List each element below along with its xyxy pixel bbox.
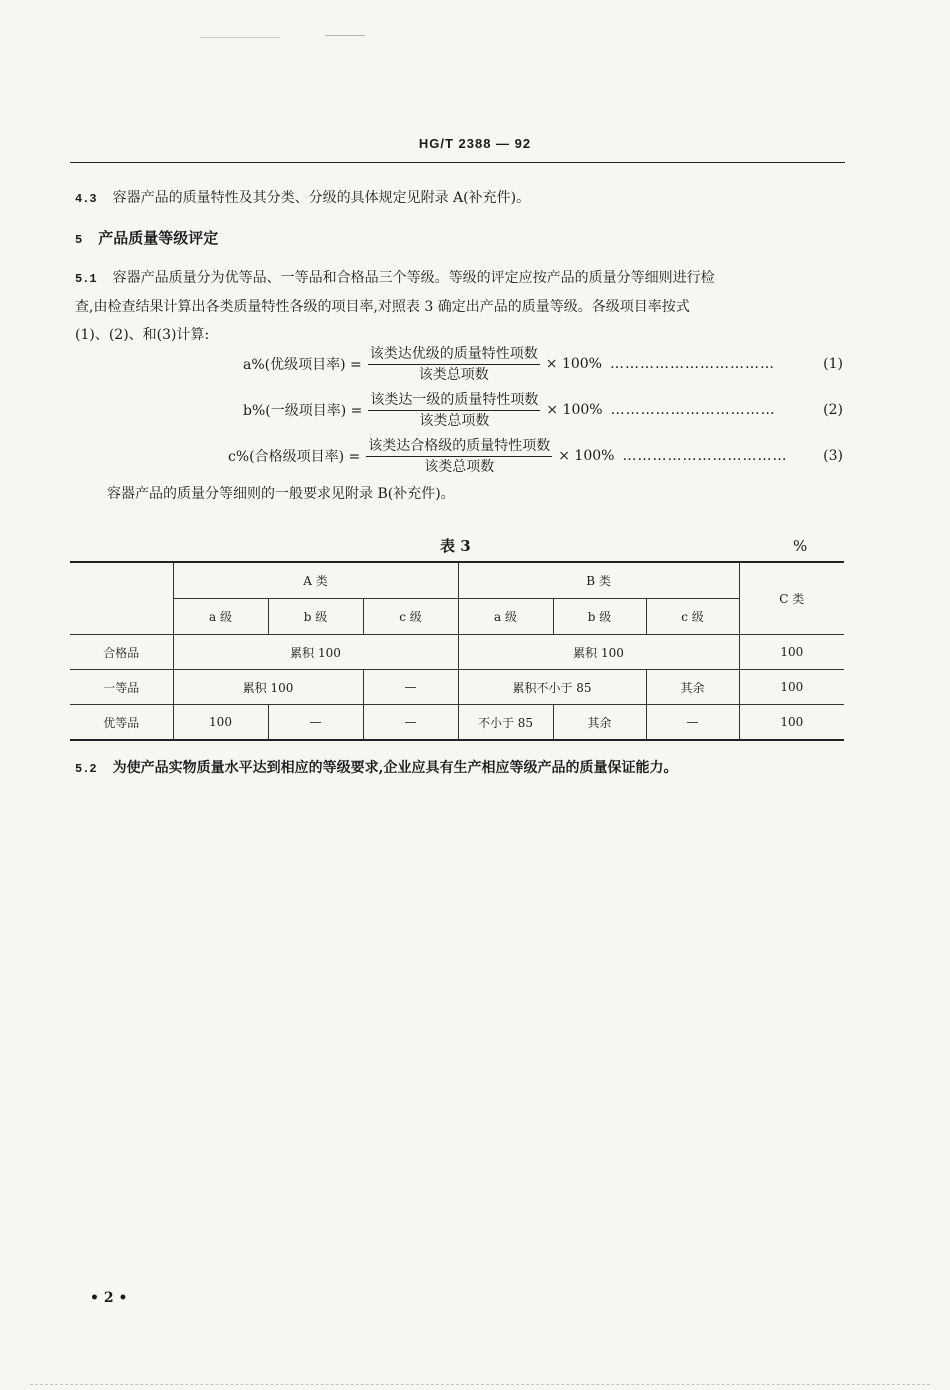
table-caption: 表 3 (440, 537, 471, 555)
table-unit: % (793, 537, 808, 555)
paragraph-line: (1)、(2)、和(3)计算: (75, 327, 210, 343)
table-header-row (70, 562, 844, 599)
equation-number: (2) (823, 402, 843, 418)
section-text: 容器产品的质量特性及其分类、分级的具体规定见附录 A(补充件)。 (112, 190, 531, 206)
table-cell: — (363, 705, 458, 741)
formula-lhs: b%(一级项目率) = (243, 403, 363, 419)
multiplier: × 100% (545, 356, 602, 372)
b-grade-header: b 级 (553, 599, 646, 635)
section-5-heading (75, 224, 218, 254)
section-5-1 (75, 264, 845, 349)
c-grade-header: c 级 (646, 599, 739, 635)
numerator: 该类达一级的质量特性项数 (368, 391, 540, 411)
numerator: 该类达优级的质量特性项数 (368, 345, 540, 365)
a-grade-header: a 级 (458, 599, 553, 635)
table-cell: 累积 100 (173, 670, 363, 705)
table-cell: 累积 100 (173, 635, 458, 670)
formula-2 (243, 388, 843, 432)
multiplier: × 100% (546, 402, 603, 418)
table-cell: 100 (739, 705, 844, 741)
row-label: 一等品 (70, 670, 173, 705)
section-5-2 (75, 754, 677, 783)
denominator: 该类总项数 (418, 366, 489, 383)
table-cell: 100 (739, 670, 844, 705)
b-grade-header: b 级 (268, 599, 363, 635)
class-a-header: A 类 (173, 562, 458, 599)
denominator: 该类总项数 (424, 458, 495, 475)
scan-artifact (200, 37, 280, 38)
section-title: 产品质量等级评定 (98, 229, 219, 247)
paragraph-line: 5.1 容器产品质量分为优等品、一等品和合格品三个等级。等级的评定应按产品的质量分等细则进行检 (75, 270, 715, 286)
section-number: 4.3 (75, 192, 97, 206)
row-label: 优等品 (70, 705, 173, 741)
formula-fraction (368, 345, 540, 384)
table-row (70, 705, 844, 741)
equation-number: (1) (823, 356, 843, 372)
formula-1 (243, 342, 843, 386)
table-cell: 累积 100 (458, 635, 739, 670)
leader-dots: …………………………… (609, 356, 775, 372)
formula-fraction (366, 437, 552, 476)
table-cell: 其余 (646, 670, 739, 705)
document-header: HG/T 2388 — 92 (418, 136, 532, 151)
table-subheader-row (70, 599, 844, 635)
formula-fraction (368, 391, 540, 430)
multiplier: × 100% (558, 448, 615, 464)
scan-artifact (325, 35, 365, 36)
denominator: 该类总项数 (419, 412, 490, 429)
table-cell: — (363, 670, 458, 705)
header-rule (70, 162, 845, 163)
leader-dots: …………………………… (610, 402, 776, 418)
section-4-3 (75, 184, 530, 213)
class-b-header: B 类 (458, 562, 739, 599)
numerator: 该类达合格级的质量特性项数 (366, 437, 552, 457)
table-cell: 累积不小于 85 (458, 670, 646, 705)
a-grade-header: a 级 (173, 599, 268, 635)
scan-artifact (30, 1384, 930, 1385)
table-cell: — (646, 705, 739, 741)
leader-dots: …………………………… (622, 448, 788, 464)
section-number: 5.2 (75, 762, 97, 776)
table-cell: 其余 (553, 705, 646, 741)
table-row (70, 635, 844, 670)
page-number: • 2 • (90, 1290, 128, 1306)
table-corner-cell (70, 562, 173, 635)
class-c-header: C 类 (739, 562, 844, 635)
formula-lhs: c%(合格级项目率) = (228, 449, 361, 465)
formula-lhs: a%(优级项目率) = (243, 357, 362, 373)
table-cell: — (268, 705, 363, 741)
row-label: 合格品 (70, 635, 173, 670)
table-row (70, 670, 844, 705)
section-number: 5.1 (75, 272, 97, 286)
c-grade-header: c 级 (363, 599, 458, 635)
table-cell: 100 (739, 635, 844, 670)
table-cell: 100 (173, 705, 268, 741)
table-cell: 不小于 85 (458, 705, 553, 741)
section-number: 5 (75, 233, 83, 247)
formula-3 (228, 434, 843, 478)
appendix-b-note: 容器产品的质量分等细则的一般要求见附录 B(补充件)。 (107, 486, 455, 502)
paragraph-line: 查,由检查结果计算出各类质量特性各级的项目率,对照表 3 确定出产品的质量等级。各级项目率按式 (75, 299, 690, 315)
table-3 (70, 561, 844, 741)
section-text: 为使产品实物质量水平达到相应的等级要求,企业应具有生产相应等级产品的质量保证能力。 (112, 760, 678, 776)
equation-number: (3) (823, 448, 843, 464)
